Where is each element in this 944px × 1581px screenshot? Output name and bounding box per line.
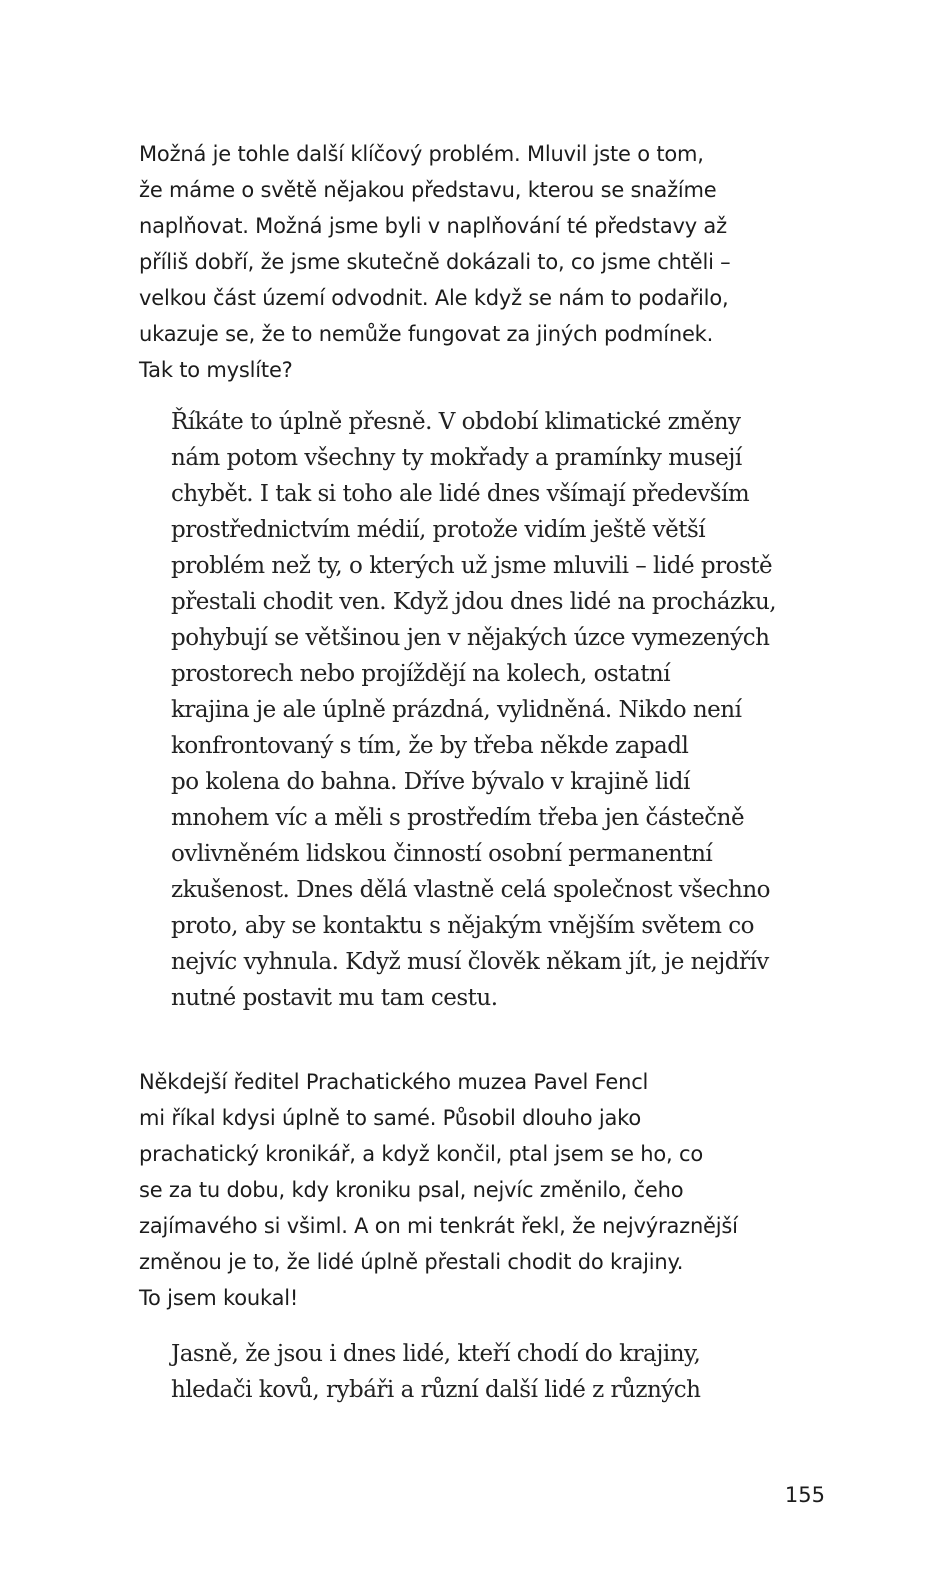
text-line: krajina je ale úplně prázdná, vylidněná. Nikdo není — [171, 697, 742, 723]
interview-question-2 — [139, 1064, 839, 1316]
text-line: příliš dobří, že jsme skutečně dokázali to, co jsme chtěli – — [139, 250, 731, 274]
text-line: chybět. I tak si toho ale lidé dnes všímají především — [171, 481, 750, 507]
text-line: velkou část území odvodnit. Ale když se nám to podařilo, — [139, 286, 729, 310]
text-line: naplňovat. Možná jsme byli v naplňování té představy až — [139, 214, 727, 238]
interview-answer-2 — [171, 1336, 861, 1408]
text-line: Říkáte to úplně přesně. V období klimatické změny — [171, 409, 741, 435]
text-line: hledači kovů, rybáři a různí další lidé z různých — [171, 1377, 701, 1403]
text-line: mnohem víc a měli s prostředím třeba jen částečně — [171, 805, 745, 831]
text-line: nám potom všechny ty mokřady a pramínky musejí — [171, 445, 742, 471]
interview-question-1 — [139, 136, 839, 388]
text-line: Někdejší ředitel Prachatického muzea Pavel Fencl — [139, 1070, 649, 1094]
text-line: ukazuje se, že to nemůže fungovat za jiných podmínek. — [139, 322, 714, 346]
text-line: prostřednictvím médií, protože vidím ještě větší — [171, 517, 706, 543]
text-line: zajímavého si všiml. A on mi tenkrát řekl, že nejvýraznější — [139, 1214, 738, 1238]
text-line: Tak to myslíte? — [139, 358, 293, 382]
text-line: přestali chodit ven. Když jdou dnes lidé na procházku, — [171, 589, 777, 615]
text-line: po kolena do bahna. Dříve bývalo v krajině lidí — [171, 769, 690, 795]
text-line: nejvíc vyhnula. Když musí člověk někam jít, je nejdřív — [171, 949, 769, 975]
text-line: Jasně, že jsou i dnes lidé, kteří chodí do krajiny, — [171, 1341, 701, 1367]
text-line: ovlivněném lidskou činností osobní permanentní — [171, 841, 713, 867]
interview-answer-1 — [171, 404, 861, 1016]
text-line: zkušenost. Dnes dělá vlastně celá společnost všechno — [171, 877, 771, 903]
text-line: problém než ty, o kterých už jsme mluvili – lidé prostě — [171, 553, 773, 579]
text-line: Možná je tohle další klíčový problém. Mluvil jste o tom, — [139, 142, 704, 166]
text-line: změnou je to, že lidé úplně přestali chodit do krajiny. — [139, 1250, 684, 1274]
text-line: prostorech nebo projíždějí na kolech, ostatní — [171, 661, 671, 687]
text-line: konfrontovaný s tím, že by třeba někde zapadl — [171, 733, 689, 759]
text-line: se za tu dobu, kdy kroniku psal, nejvíc změnilo, čeho — [139, 1178, 684, 1202]
text-line: že máme o světě nějakou představu, kterou se snažíme — [139, 178, 717, 202]
text-line: pohybují se většinou jen v nějakých úzce vymezených — [171, 625, 770, 651]
text-line: prachatický kronikář, a když končil, ptal jsem se ho, co — [139, 1142, 703, 1166]
text-line: proto, aby se kontaktu s nějakým vnějším světem co — [171, 913, 754, 939]
text-line: mi říkal kdysi úplně to samé. Působil dlouho jako — [139, 1106, 642, 1130]
page-number: 155 — [784, 1483, 825, 1507]
text-line: To jsem koukal! — [139, 1286, 299, 1310]
text-line: nutné postavit mu tam cestu. — [171, 985, 498, 1011]
